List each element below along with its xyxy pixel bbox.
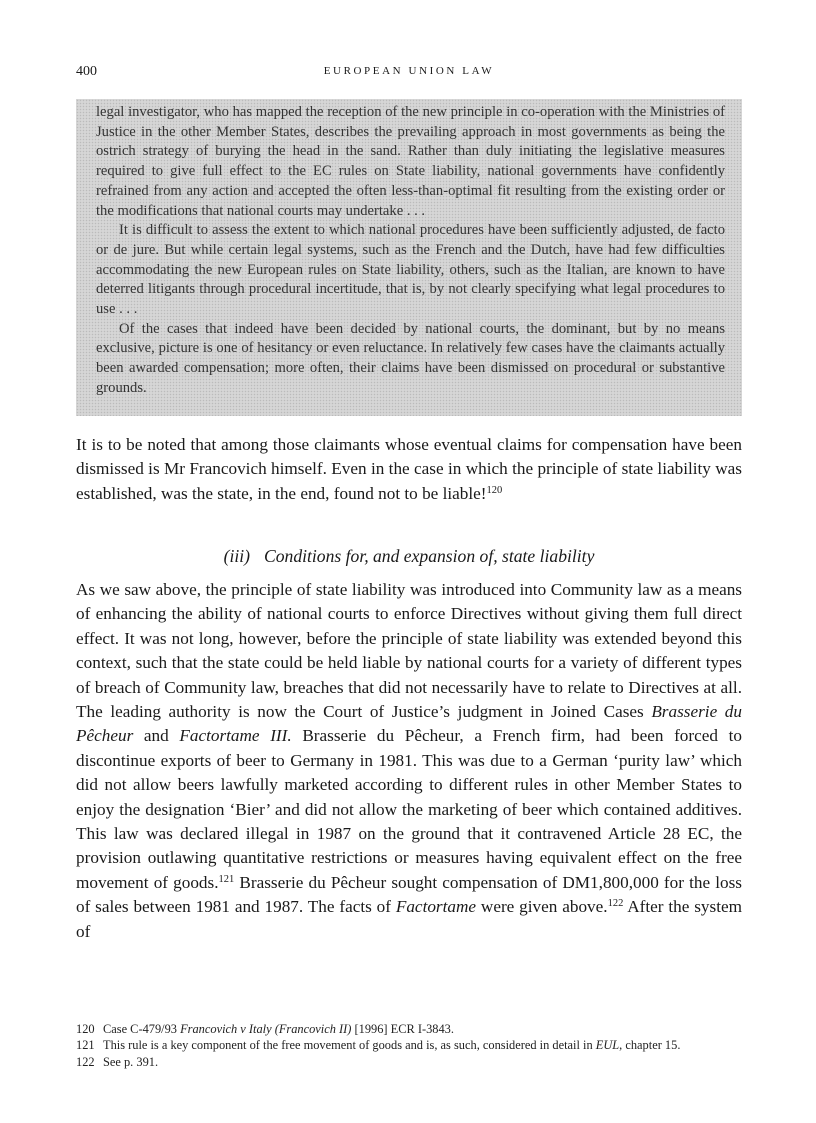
text-run: Brasserie du Pêcheur, a French firm, had been forced to discontinue exports of beer to Germany in 1981. This was due to a German ‘purity law’ which did not allow beers lawfully marketed according to different rules in other Member States to enjoy the designation ‘Bier’ and did not allow the marketing of beer which contained additives. This law was declared illegal in 1987 on the ground that it contravened Article 28 EC, the provision outlawing quantitative restrictions or measures having equivalent effect on the free movement of goods. (76, 726, 742, 892)
footnotes (76, 1021, 742, 1070)
page-header (76, 64, 742, 84)
quote-paragraph-2: It is difficult to assess the extent to which national procedures have been sufficiently adjusted, de facto or de jure. But while certain legal systems, such as the French and the Dutch, have had few difficulties accommodating the new European rules on State liability, others, such as the Italian, are known to have deterred litigants through procedural incertitude, that is, by not clearly specifying what legal procedures to use . . . (96, 222, 725, 318)
footnote-text-run: This rule is a key component of the free movement of goods and is, as such, considered in detail in (103, 1038, 596, 1053)
case-name-factortame: Factortame (395, 897, 477, 917)
quote-paragraph-1: legal investigator, who has mapped the reception of the new principle in co-operation with the Ministries of Justice in the other Member States, describes the prevailing approach in most governments as being the ostrich strategy of burying the head in the sand. Rather than duly initiating the legislative measures required to give full effect to the EC rules on State liability, national governments have confidently refrained from any action and accepted the often less-than-optimal fit resulting from the existing order or the modifications that national courts may undertake . . . (96, 104, 725, 219)
section-number: (iii) (223, 546, 250, 566)
footnote-text (103, 1054, 742, 1070)
text-run: and (133, 726, 180, 746)
case-name-factortame-iii: Factortame III. (179, 726, 292, 746)
running-title: EUROPEAN UNION LAW (323, 65, 495, 77)
text-run: After the system of (76, 897, 742, 941)
quote-paragraph-3: Of the cases that indeed have been decided by national courts, the dominant, but by no means exclusive, picture is one of hesitancy or even reluctance. In relatively few cases have the claimants actually been awarded compensation; more often, their claims have been dismissed on procedural or substantive grounds. (96, 320, 725, 396)
footnote-text (103, 1037, 742, 1053)
footnote-ref-121[interactable]: 121 (218, 873, 235, 885)
footnote-number: 122 (76, 1054, 95, 1069)
footnote-text (103, 1021, 742, 1037)
footnote-text-run: Case C-479/93 (103, 1022, 181, 1036)
footnote-120 (76, 1021, 742, 1037)
footnote-ref-122[interactable]: 122 (607, 898, 624, 910)
footnote-122 (76, 1054, 742, 1070)
body-paragraph-francovich (76, 433, 742, 506)
footnote-text-run: [1996] ECR I-3843. (351, 1022, 454, 1036)
footnote-ref-120[interactable]: 120 (486, 484, 503, 496)
section-heading (76, 546, 742, 567)
section-title: Conditions for, and expansion of, state liability (264, 546, 595, 566)
footnote-number: 121 (76, 1038, 95, 1053)
page-number: 400 (76, 64, 97, 79)
block-quote (76, 99, 742, 416)
text-run: Brasserie du Pêcheur sought compensation of DM1,800,000 for the loss of sales between 1981 and 1987. The facts of (76, 872, 743, 917)
text-run: were given above. (476, 897, 608, 917)
text-run: As we saw above, the principle of state liability was introduced into Community law as a means of enhancing the ability of national courts to enforce Directives without giving them full direct effect. It was not long, however, before the principle of state liability was extended beyond this context, such that the state could be held liable by national courts for a variety of different types of breach of Community law, breaches that did not necessarily have to relate to Directives at all. The leading authority is now the Court of Justice’s judgment in Joined Cases (76, 580, 742, 722)
footnote-121 (76, 1037, 742, 1053)
footnote-case-name: Francovich v Italy (Francovich II) (180, 1022, 352, 1036)
body-paragraph-state-liability (76, 578, 742, 944)
footnote-book-title: EUL (595, 1038, 620, 1053)
footnote-number: 120 (76, 1022, 95, 1036)
footnote-text-run: , chapter 15. (619, 1038, 681, 1053)
paragraph-text: It is to be noted that among those claimants whose eventual claims for compensation have been dismissed is Mr Francovich himself. Even in the case in which the principle of state liability was established, was the state, in the end, found not to be liable! (76, 435, 742, 503)
footnote-text-run: See p. 391. (103, 1054, 159, 1069)
case-name-brasserie: Brasserie du Pêcheur (76, 702, 742, 746)
